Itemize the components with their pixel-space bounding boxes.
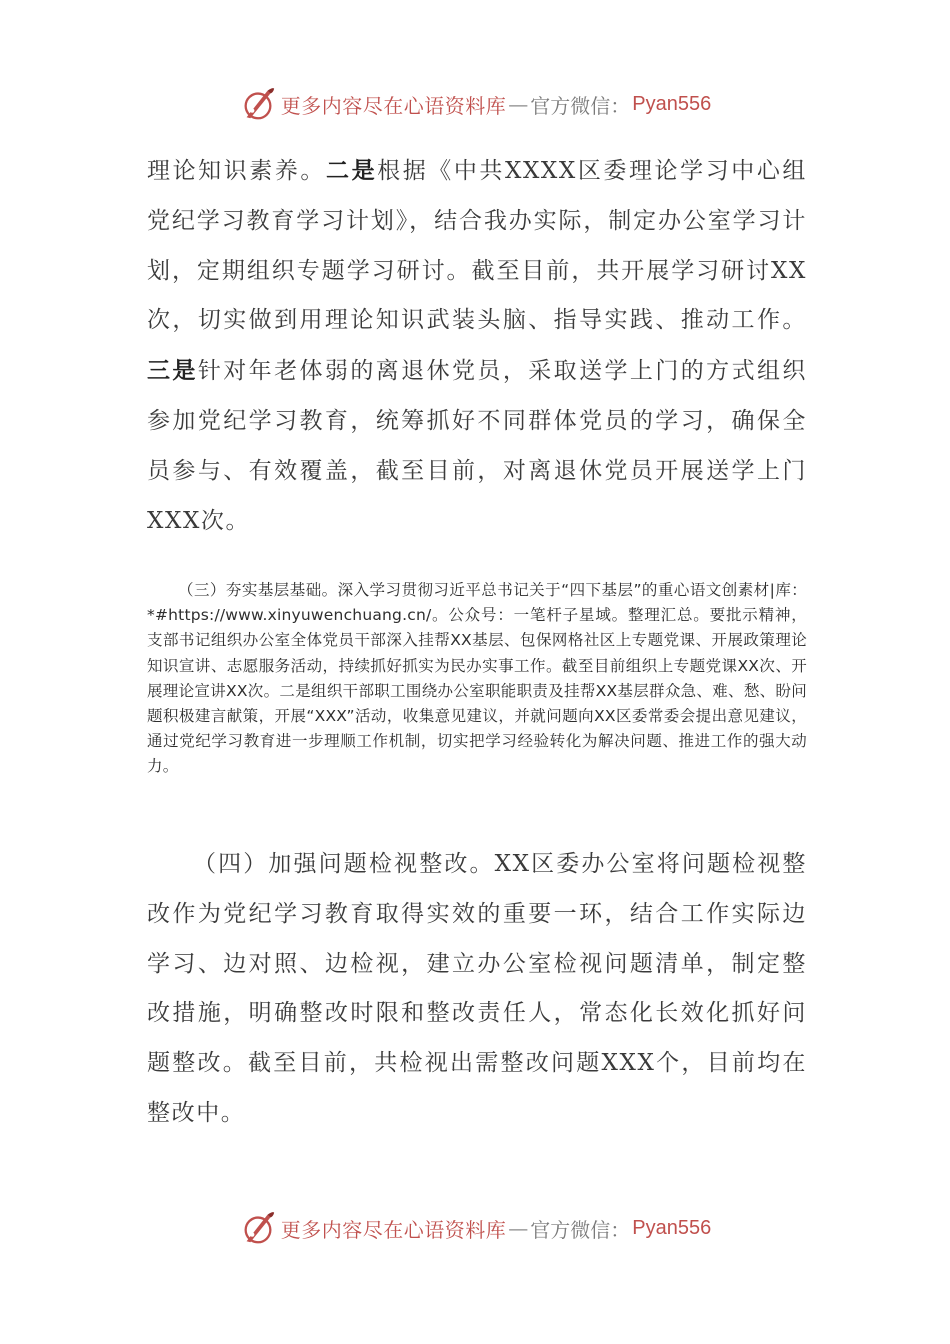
body-paragraph-2: （三）夯实基层基础。深入学习贯彻习近平总书记关于“四下基层”的重心语文创素材|库：*#https://www.xinyuwenchuang.cn/。公众号：一笔杆子星域。整理汇总。要批示精神，支部书记组织办公室全体党员干部深入挂帮XX基层、包保网格社区上专题党课、开展政策理论知识宣讲、志愿服务活动，持续抓好抓实为民办实事工作。截至目前组织上专题党课XX次、开展理论宣讲XX次。二是组织干部职工围绕办公室职能职责及挂帮XX基层群众急、难、愁、盼问题积极建言献策，开展“XXX”活动，收集意见建议，并就问题向XX区委常委会提出意见建议，通过党纪学习教育进一步理顺工作机制，切实把学习经验转化为解决问题、推进工作的强大动力。 [147, 581, 807, 776]
header-banner [0, 82, 950, 126]
para1-bold-2: 三是 [147, 357, 198, 385]
banner-wechat-id: Pyan556 [632, 1216, 712, 1239]
para1-text-2: 根据《中共XXXX区委理论学习中心组党纪学习教育学习计划》，结合我办实际，制定办公室学习计划，定期组织专题学习研讨。截至目前，共开展学习研讨XX次，切实做到用理论知识武装头脑、指导实践、推动工作。 [147, 158, 808, 334]
para1-text-1: 理论知识素养。 [147, 158, 326, 184]
banner-wechat-label: 官方微信： [530, 1217, 631, 1242]
body-paragraph-3: （四）加强问题检视整改。XX区委办公室将问题检视整改作为党纪学习教育取得实效的重要一环，结合工作实际边学习、边对照、边检视，建立办公室检视问题清单，制定整改措施，明确整改时限和整改责任人，常态化长效化抓好问题整改。截至目前，共检视出需整改问题XXX个，目前均在整改中。 [147, 851, 807, 1126]
banner-text: 更多内容尽在心语资料库 [280, 93, 507, 118]
banner-wechat-label: 官方微信： [530, 93, 631, 118]
para1-text-3: 针对年老体弱的离退休党员，采取送学上门的方式组织参加党纪学习教育，统筹抓好不同群体党员的学习，确保全员参与、有效覆盖，截至目前，对离退休党员开展送学上门XXX次。 [147, 358, 808, 534]
banner-text: 更多内容尽在心语资料库 [280, 1217, 507, 1242]
quill-pen-logo-icon [239, 1209, 277, 1247]
banner-dash: — [508, 1216, 529, 1240]
banner-dash: — [508, 92, 529, 116]
banner-wechat-id: Pyan556 [632, 92, 712, 115]
quill-pen-logo-icon [239, 85, 277, 123]
footer-banner [0, 1206, 950, 1250]
body-paragraph-1 [147, 146, 807, 546]
para1-bold-1: 二是 [326, 157, 378, 184]
